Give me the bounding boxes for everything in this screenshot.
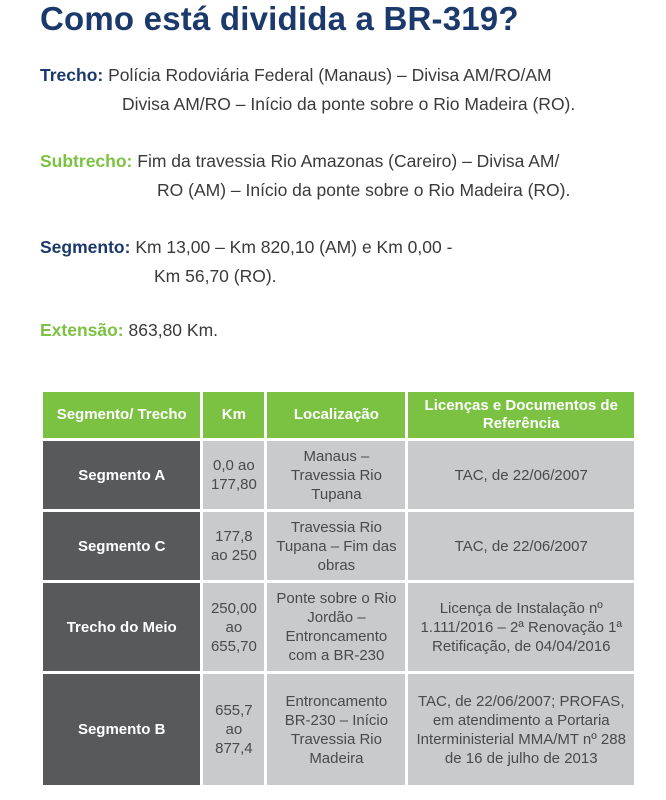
segmento-block — [40, 233, 452, 291]
segmento-line-2: Km 56,70 (RO). — [154, 266, 277, 286]
extensao-block — [40, 316, 218, 345]
header-localizacao: Localização — [267, 392, 405, 438]
trecho-label: Trecho: — [40, 65, 104, 85]
table-row — [43, 583, 634, 671]
table-row — [43, 674, 634, 785]
extensao-value: 863,80 Km. — [128, 320, 219, 340]
table-header-row — [43, 392, 634, 438]
row-licencas: TAC, de 22/06/2007; PROFAS, em atendimento a Portaria Interministerial MMA/MT nº 288 de 16 de julho de 2013 — [408, 674, 634, 785]
extensao-label: Extensão: — [40, 320, 124, 340]
row-km: 655,7 ao 877,4 — [203, 674, 264, 785]
row-segmento: Segmento C — [43, 512, 200, 580]
trecho-line-2: Divisa AM/RO – Início da ponte sobre o Rio Madeira (RO). — [122, 94, 576, 114]
row-km: 0,0 ao 177,80 — [203, 441, 264, 509]
row-segmento: Segmento B — [43, 674, 200, 785]
segmento-line-1: Km 13,00 – Km 820,10 (AM) e Km 0,00 - — [135, 237, 453, 257]
segmento-label: Segmento: — [40, 237, 131, 257]
row-localizacao: Travessia Rio Tupana – Fim das obras — [267, 512, 405, 580]
row-km: 250,00 ao 655,70 — [203, 583, 264, 671]
header-licencas: Licenças e Documentos de Referência — [408, 392, 634, 438]
table-row — [43, 512, 634, 580]
row-localizacao: Ponte sobre o Rio Jordão – Entroncamento com a BR-230 — [267, 583, 405, 671]
subtrecho-line-2: RO (AM) – Início da ponte sobre o Rio Madeira (RO). — [157, 180, 571, 200]
row-licencas: TAC, de 22/06/2007 — [408, 441, 634, 509]
row-localizacao: Entroncamento BR-230 – Início Travessia Rio Madeira — [267, 674, 405, 785]
table-row — [43, 441, 634, 509]
header-segmento: Segmento/ Trecho — [43, 392, 200, 438]
row-licencas: TAC, de 22/06/2007 — [408, 512, 634, 580]
header-km: Km — [203, 392, 264, 438]
row-localizacao: Manaus – Travessia Rio Tupana — [267, 441, 405, 509]
subtrecho-block — [40, 147, 570, 205]
page-title: Como está dividida a BR-319? — [40, 0, 519, 37]
row-km: 177,8 ao 250 — [203, 512, 264, 580]
trecho-block — [40, 61, 575, 119]
row-licencas: Licença de Instalação nº 1.111/2016 – 2ª Renovação 1ª Retificação, de 04/04/2016 — [408, 583, 634, 671]
subtrecho-label: Subtrecho: — [40, 151, 133, 171]
subtrecho-line-1: Fim da travessia Rio Amazonas (Careiro) – Divisa AM/ — [137, 151, 560, 171]
row-segmento: Trecho do Meio — [43, 583, 200, 671]
trecho-line-1: Polícia Rodoviária Federal (Manaus) – Divisa AM/RO/AM — [108, 65, 552, 85]
segments-table — [40, 389, 637, 788]
row-segmento: Segmento A — [43, 441, 200, 509]
